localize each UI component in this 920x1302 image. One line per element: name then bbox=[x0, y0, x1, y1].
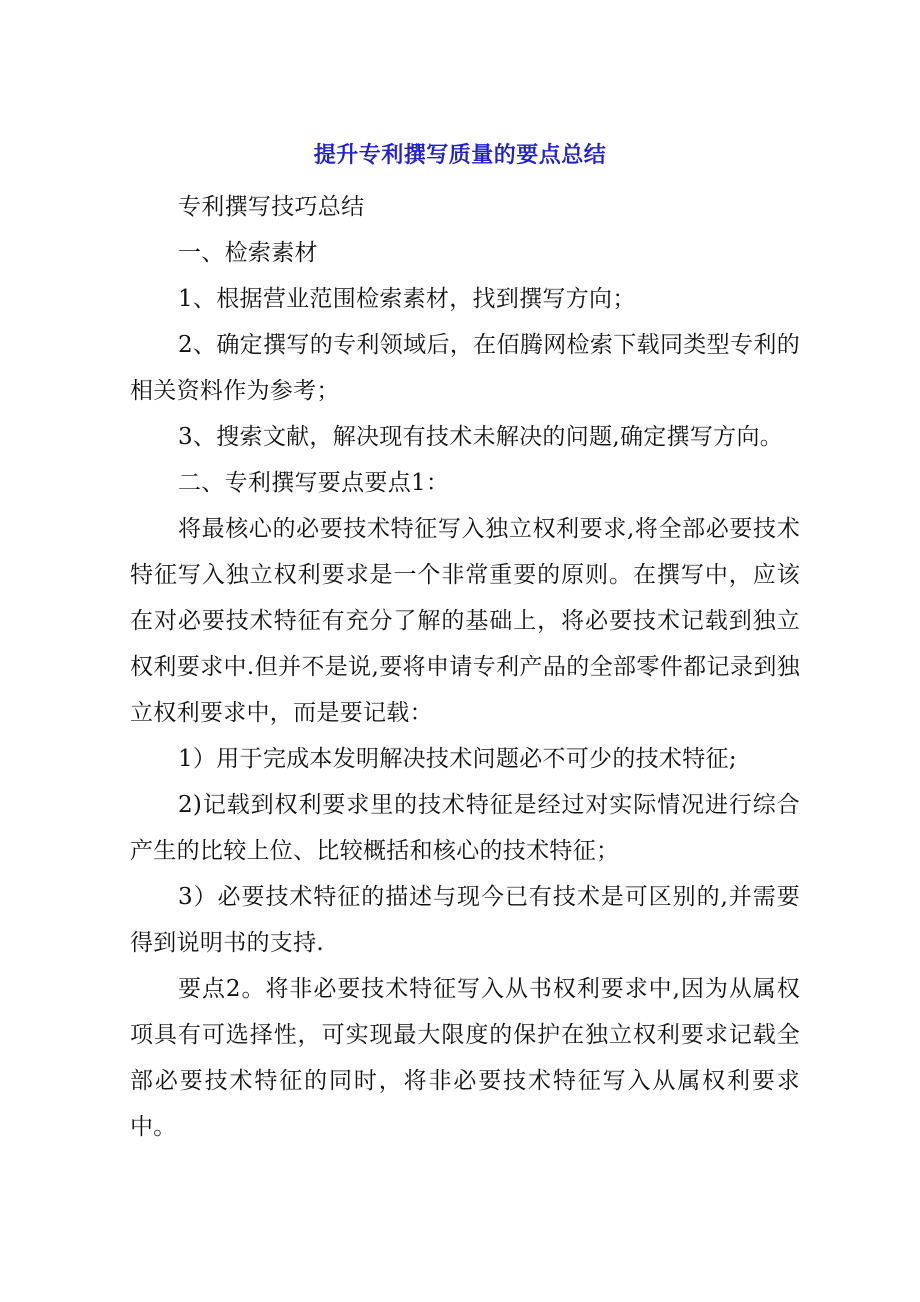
list-item: 2)记载到权利要求里的技术特征是经过对实际情况进行综合产生的比较上位、比较概括和核心的技术特征； bbox=[130, 792, 800, 864]
paragraph: 要点2。将非必要技术特征写入从书权利要求中,因为从属权项具有可选择性，可实现最大限度的保护在独立权利要求记载全部必要技术特征的同时，将非必要技术特征写入从属权利要求中。 bbox=[130, 976, 800, 1140]
paragraph-heading: 专利撰写技巧总结 bbox=[178, 194, 365, 220]
document-body bbox=[130, 184, 800, 1150]
section-heading-key-points: 二、专利撰写要点要点1： bbox=[178, 470, 450, 496]
paragraph: 将最核心的必要技术特征写入独立权利要求,将全部必要技术特征写入独立权利要求是一个非常重要的原则。在撰写中，应该在对必要技术特征有充分了解的基础上，将必要技术记载到独立权利要求中.但并不是说,要将申请专利产品的全部零件都记录到独立权利要求中，而是要记载： bbox=[130, 516, 800, 726]
list-item: 2、确定撰写的专利领域后，在佰腾网检索下载同类型专利的相关资料作为参考； bbox=[130, 332, 800, 404]
list-item: 1）用于完成本发明解决技术问题必不可少的技术特征; bbox=[178, 746, 737, 772]
list-item: 1、根据营业范围检索素材，找到撰写方向； bbox=[178, 286, 636, 312]
list-item: 3）必要技术特征的描述与现今已有技术是可区别的,并需要得到说明书的支持. bbox=[130, 884, 800, 956]
list-item: 3、搜索文献，解决现有技术未解决的问题,确定撰写方向。 bbox=[178, 424, 784, 450]
section-heading-search: 一、检索素材 bbox=[178, 240, 318, 266]
document-title: 提升专利撰写质量的要点总结 bbox=[313, 143, 607, 168]
